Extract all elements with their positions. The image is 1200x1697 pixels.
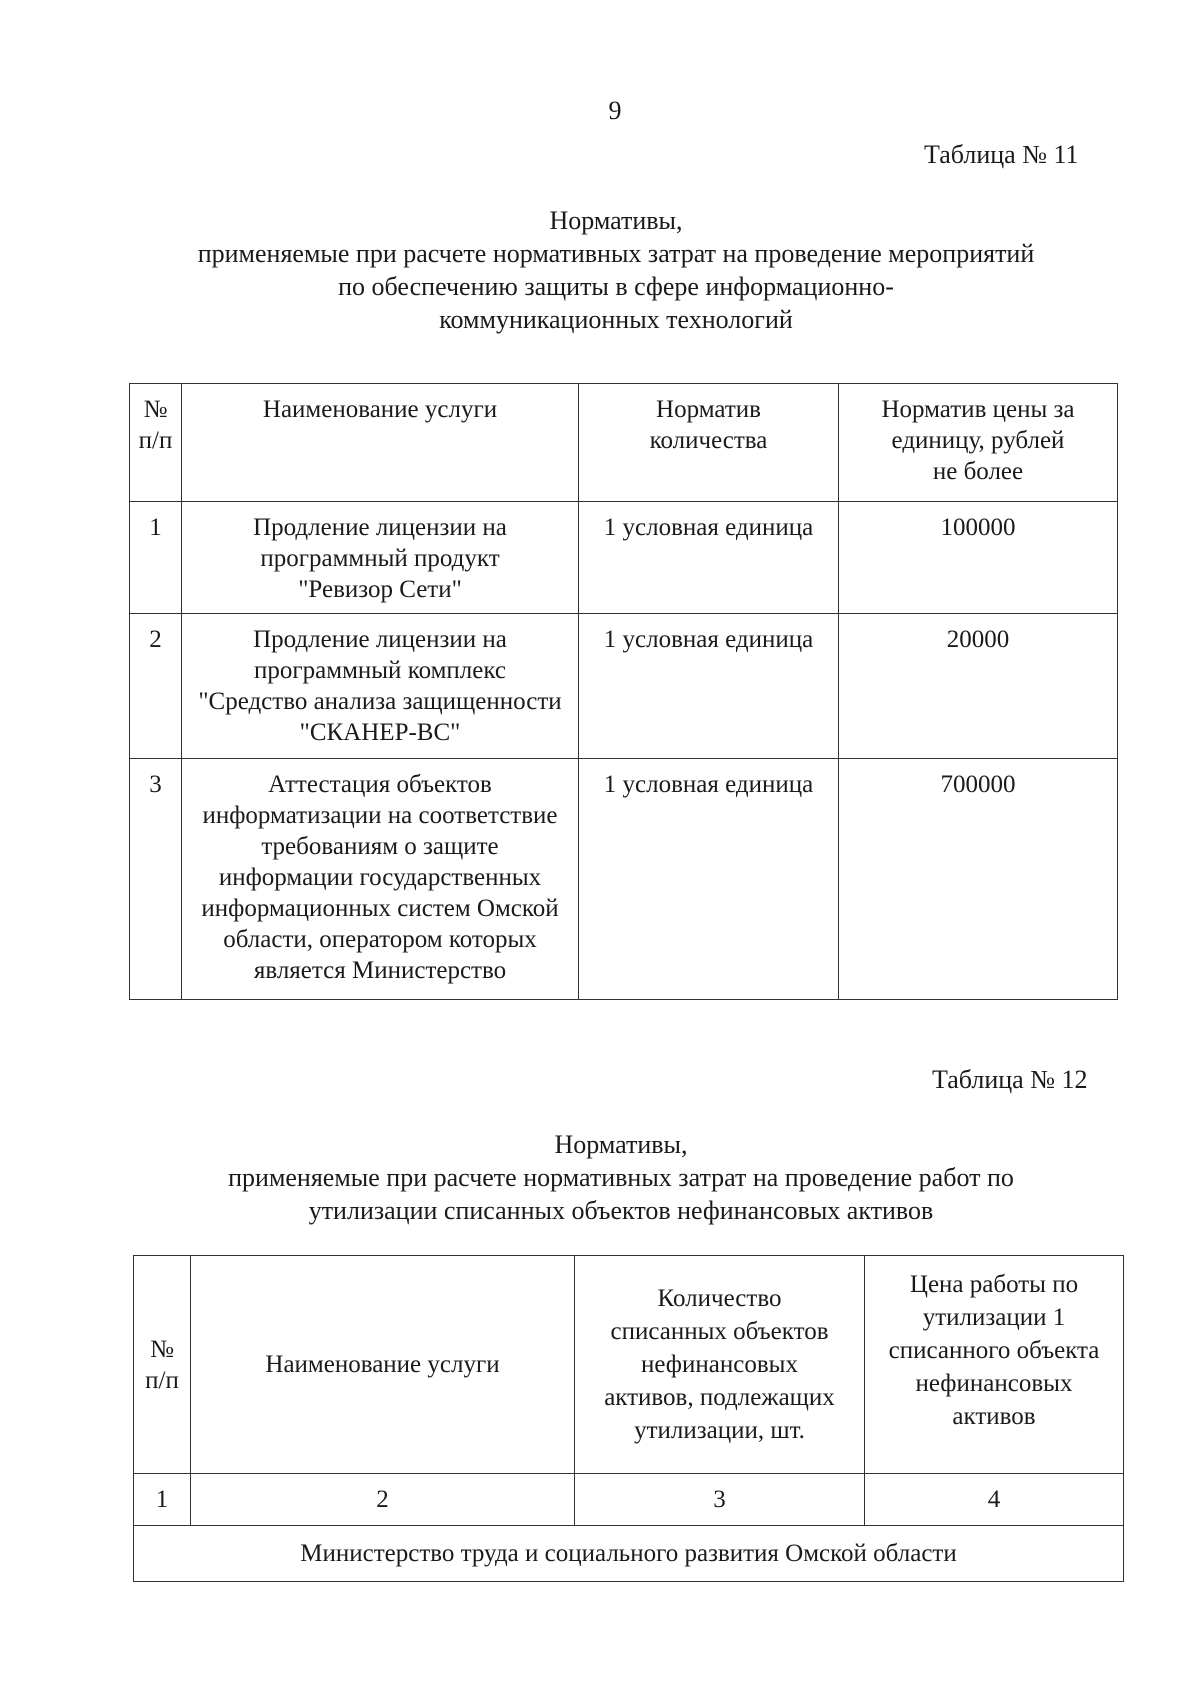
- service-name: [182, 614, 579, 759]
- quantity-norm: 1 условная единица: [579, 502, 839, 614]
- service-name-line: программный продукт: [260, 545, 500, 572]
- header-line: единицу, рублей: [891, 427, 1065, 454]
- col-header-price: [839, 384, 1118, 502]
- header-line: списанных объектов: [610, 1318, 829, 1345]
- row-number: 1: [130, 502, 182, 614]
- header-line: утилизации, шт.: [634, 1417, 805, 1444]
- service-name-line: информации государственных: [218, 864, 542, 891]
- header-line: не более: [932, 458, 1024, 485]
- heading-line: применяемые при расчете нормативных затрат на проведение мероприятий: [197, 239, 1035, 268]
- table-11: [129, 383, 1118, 1000]
- service-name-line: Продление лицензии на: [253, 514, 507, 541]
- service-name-line: информационных систем Омской: [201, 895, 559, 922]
- row-number: 2: [130, 614, 182, 759]
- table-row: [130, 502, 1118, 614]
- service-name: [182, 502, 579, 614]
- heading-line: по обеспечению защиты в сфере информационно-: [338, 272, 894, 301]
- service-name-line: Аттестация объектов: [268, 771, 492, 798]
- service-name-line: программный комплекс: [254, 657, 506, 684]
- col-header-quantity: [575, 1256, 865, 1474]
- service-name-line: области, оператором которых: [223, 926, 537, 953]
- price-norm: 700000: [839, 759, 1118, 1000]
- header-line: списанного объекта: [888, 1337, 1100, 1364]
- header-line: №: [150, 1335, 174, 1363]
- row-number: 3: [130, 759, 182, 1000]
- table-11-label: Таблица № 11: [924, 140, 1079, 169]
- heading-line: применяемые при расчете нормативных затрат на проведение работ по: [228, 1163, 1014, 1192]
- header-line: утилизации 1: [922, 1304, 1066, 1331]
- header-line: количества: [649, 427, 768, 454]
- price-norm: 100000: [839, 502, 1118, 614]
- price-norm: 20000: [839, 614, 1118, 759]
- col-header-number: [134, 1256, 191, 1474]
- header-line: нефинансовых: [915, 1370, 1073, 1397]
- column-number: 4: [865, 1474, 1124, 1526]
- service-name-line: информатизации на соответствие: [202, 802, 558, 829]
- quantity-norm: 1 условная единица: [579, 759, 839, 1000]
- table-12: [133, 1255, 1124, 1582]
- column-number: 1: [134, 1474, 191, 1526]
- header-line: Наименование услуги: [265, 1351, 500, 1378]
- table-11-heading: [0, 204, 1200, 336]
- col-header-service: [191, 1256, 575, 1474]
- table-12-heading: [0, 1128, 1200, 1227]
- section-row: [134, 1526, 1124, 1582]
- col-header-quantity: [579, 384, 839, 502]
- service-name-line: является Министерство: [253, 957, 507, 984]
- header-line: п/п: [145, 1366, 179, 1394]
- header-line: активов, подлежащих: [604, 1384, 835, 1411]
- table-row: [130, 614, 1118, 759]
- service-name-line: "СКАНЕР-ВС": [299, 719, 461, 746]
- service-name-line: Продление лицензии на: [253, 626, 507, 653]
- service-name: [182, 759, 579, 1000]
- service-name-line: "Средство анализа защищенности: [198, 688, 562, 715]
- service-name-line: требованиям о защите: [261, 833, 499, 860]
- col-header-price: [865, 1256, 1124, 1474]
- header-line: Наименование услуги: [262, 396, 498, 423]
- header-row: [130, 384, 1118, 502]
- header-line: Количество: [657, 1285, 782, 1312]
- header-line: Норматив цены за: [881, 396, 1075, 423]
- column-number-row: [134, 1474, 1124, 1526]
- header-line: нефинансовых: [641, 1351, 798, 1378]
- column-number: 3: [575, 1474, 865, 1526]
- quantity-norm: 1 условная единица: [579, 614, 839, 759]
- header-line: п/п: [138, 427, 173, 454]
- header-line: Цена работы по: [909, 1271, 1079, 1298]
- col-header-service: [182, 384, 579, 502]
- page-number: 9: [608, 96, 622, 125]
- table-row: [130, 759, 1118, 1000]
- header-line: активов: [952, 1403, 1036, 1430]
- heading-line: коммуникационных технологий: [439, 305, 793, 334]
- service-name-line: "Ревизор Сети": [298, 576, 462, 603]
- ministry-section-title: Министерство труда и социального развития Омской области: [134, 1526, 1124, 1582]
- column-number: 2: [191, 1474, 575, 1526]
- header-row: [134, 1256, 1124, 1474]
- header-line: №: [143, 396, 168, 423]
- heading-line: Нормативы,: [554, 1130, 688, 1159]
- heading-line: Нормативы,: [549, 206, 683, 235]
- col-header-number: [130, 384, 182, 502]
- table-12-label: Таблица № 12: [932, 1065, 1088, 1094]
- heading-line: утилизации списанных объектов нефинансовых активов: [308, 1196, 934, 1225]
- header-line: Норматив: [656, 396, 761, 423]
